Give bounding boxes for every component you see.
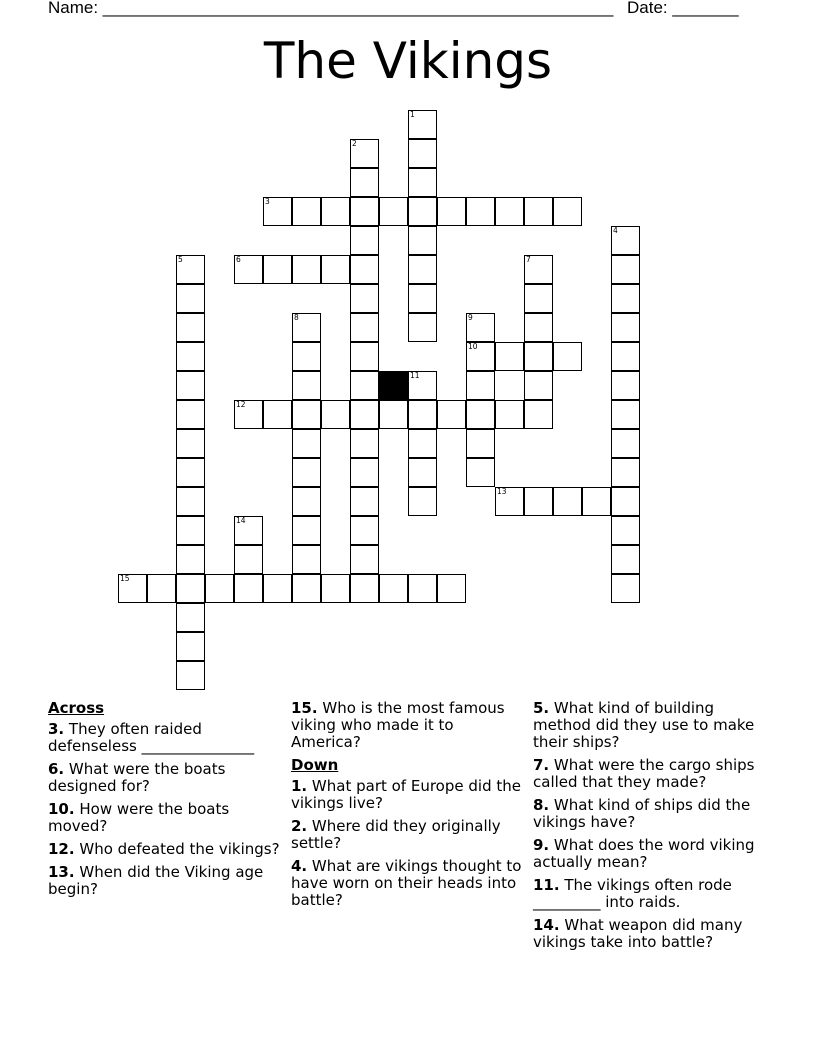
clue-number: 10. [48,800,75,818]
grid-cell[interactable] [408,371,437,400]
cell-number: 15 [120,574,130,583]
cell-number: 9 [468,313,473,322]
grid-cell[interactable] [350,400,379,429]
clue-text: What kind of ships did the vikings have? [533,796,751,831]
grid-cell[interactable] [118,574,147,603]
grid-cell[interactable] [553,487,582,516]
grid-cell[interactable] [292,197,321,226]
grid-cell[interactable] [408,226,437,255]
page-title: The Vikings [263,32,553,90]
grid-cell[interactable] [611,574,640,603]
name-field: Name: ______________________________________________________ [48,0,614,17]
grid-cell[interactable] [176,429,205,458]
cell-number: 11 [410,371,420,380]
clue-across-3 [48,721,283,755]
clue-text: When did the Viking age begin? [48,863,264,898]
grid-cell[interactable] [495,400,524,429]
clue-number: 5. [533,699,550,717]
cell-number: 10 [468,342,478,351]
grid-cell[interactable] [466,371,495,400]
grid-cell[interactable] [292,458,321,487]
clue-text: What weapon did many vikings take into battle? [533,916,743,951]
grid-cell[interactable] [466,342,495,371]
grid-cell[interactable] [234,574,263,603]
grid-cell[interactable] [176,313,205,342]
grid-cell[interactable] [321,197,350,226]
grid-cell[interactable] [176,574,205,603]
grid-cell[interactable] [176,400,205,429]
grid-cell[interactable] [611,342,640,371]
grid-cell[interactable] [292,255,321,284]
grid-cell[interactable] [292,342,321,371]
grid-cell[interactable] [350,197,379,226]
grid-cell[interactable] [524,255,553,284]
grid-cell[interactable] [408,197,437,226]
cell-number: 3 [265,197,270,206]
clue-text: They often raided defenseless _______________ [48,720,255,755]
grid-cell[interactable] [321,255,350,284]
grid-cell[interactable] [350,371,379,400]
grid-cell[interactable] [350,458,379,487]
grid-cell[interactable] [524,313,553,342]
grid-cell[interactable] [292,574,321,603]
grid-cell[interactable] [350,342,379,371]
grid-cell[interactable] [611,545,640,574]
grid-cell[interactable] [176,661,205,690]
grid-cell[interactable] [234,400,263,429]
grid-cell[interactable] [524,400,553,429]
grid-cell[interactable] [524,371,553,400]
grid-cell[interactable] [611,400,640,429]
clue-down-5 [533,700,768,751]
grid-cell[interactable] [234,545,263,574]
grid-cell[interactable] [611,516,640,545]
grid-cell[interactable] [495,197,524,226]
grid-cell[interactable] [437,197,466,226]
grid-cell[interactable] [408,110,437,139]
grid-cell[interactable] [408,284,437,313]
clue-down-14 [533,917,768,951]
clue-text: What were the cargo ships called that they made? [533,756,755,791]
clue-number: 13. [48,863,75,881]
clue-number: 12. [48,840,75,858]
grid-cell[interactable] [176,603,205,632]
grid-cell[interactable] [176,516,205,545]
clue-text: What does the word viking actually mean? [533,836,755,871]
grid-cell[interactable] [611,284,640,313]
grid-cell[interactable] [176,284,205,313]
grid-cell[interactable] [350,545,379,574]
grid-cell[interactable] [350,429,379,458]
clue-down-9 [533,837,768,871]
grid-cell[interactable] [147,574,176,603]
cell-number: 2 [352,139,357,148]
grid-cell[interactable] [466,458,495,487]
grid-cell[interactable] [379,197,408,226]
grid-cell[interactable] [408,168,437,197]
grid-cell[interactable] [176,545,205,574]
grid-cell[interactable] [263,400,292,429]
grid-cell[interactable] [350,139,379,168]
cell-number: 13 [497,487,507,496]
clue-number: 1. [291,777,308,795]
clue-across-15 [291,700,526,751]
grid-cell[interactable] [408,574,437,603]
clue-number: 4. [291,857,308,875]
grid-cell[interactable] [321,400,350,429]
clue-text: What part of Europe did the vikings live? [291,777,521,812]
grid-cell[interactable] [408,400,437,429]
grid-cell[interactable] [611,487,640,516]
clue-text: What are vikings thought to have worn on their heads into battle? [291,857,522,909]
grid-cell[interactable] [350,487,379,516]
grid-cell[interactable] [524,487,553,516]
grid-cell[interactable] [176,255,205,284]
grid-cell[interactable] [176,458,205,487]
grid-cell[interactable] [292,545,321,574]
grid-cell[interactable] [437,400,466,429]
grid-cell[interactable] [408,458,437,487]
clue-number: 3. [48,720,65,738]
grid-cell[interactable] [524,342,553,371]
grid-cell[interactable] [553,197,582,226]
grid-cell[interactable] [234,255,263,284]
clue-text: Who defeated the vikings? [79,840,280,858]
cell-number: 12 [236,400,246,409]
grid-cell[interactable] [321,574,350,603]
grid-cell[interactable] [176,342,205,371]
grid-cell[interactable] [292,313,321,342]
grid-cell[interactable] [611,458,640,487]
clue-text: Where did they originally settle? [291,817,501,852]
clue-number: 7. [533,756,550,774]
clue-across-12 [48,841,283,858]
clue-across-13 [48,864,283,898]
clue-down-11 [533,877,768,911]
grid-cell[interactable] [466,197,495,226]
grid-cell[interactable] [234,516,263,545]
cell-number: 8 [294,313,299,322]
grid-cell[interactable] [350,574,379,603]
clue-number: 11. [533,876,560,894]
clue-number: 15. [291,699,318,717]
grid-cell[interactable] [495,342,524,371]
cell-number: 4 [613,226,618,235]
grid-cell[interactable] [292,429,321,458]
grid-cell[interactable] [350,226,379,255]
clue-number: 6. [48,760,65,778]
grid-cell[interactable] [205,574,234,603]
grid-cell[interactable] [379,574,408,603]
black-cell [379,371,408,400]
clue-number: 2. [291,817,308,835]
clue-number: 8. [533,796,550,814]
grid-cell[interactable] [408,313,437,342]
grid-cell[interactable] [292,371,321,400]
grid-cell[interactable] [524,197,553,226]
grid-cell[interactable] [408,487,437,516]
grid-cell[interactable] [524,284,553,313]
grid-cell[interactable] [350,284,379,313]
grid-cell[interactable] [350,255,379,284]
clue-down-7 [533,757,768,791]
cell-number: 14 [236,516,246,525]
grid-cell[interactable] [553,342,582,371]
grid-cell[interactable] [437,574,466,603]
down-heading: Down [291,756,339,774]
clues-column-1 [48,700,283,904]
cell-number: 7 [526,255,531,264]
clue-down-1 [291,778,526,812]
date-field: Date: _______ [627,0,739,17]
clue-number: 14. [533,916,560,934]
grid-cell[interactable] [292,400,321,429]
clues-column-2 [291,700,526,915]
across-heading: Across [48,699,105,717]
grid-cell[interactable] [292,487,321,516]
grid-cell[interactable] [292,516,321,545]
grid-cell[interactable] [263,255,292,284]
grid-cell[interactable] [466,400,495,429]
grid-cell[interactable] [611,255,640,284]
clue-text: Who is the most famous viking who made it to America? [291,699,505,751]
grid-cell[interactable] [379,400,408,429]
grid-cell[interactable] [611,226,640,255]
clue-text: The vikings often rode _________ into raids. [533,876,732,911]
grid-cell[interactable] [408,139,437,168]
clue-text: What were the boats designed for? [48,760,226,795]
grid-cell[interactable] [408,255,437,284]
grid-cell[interactable] [176,371,205,400]
clues-column-3 [533,700,768,957]
grid-cell[interactable] [350,516,379,545]
clue-number: 9. [533,836,550,854]
grid-cell[interactable] [466,429,495,458]
grid-cell[interactable] [350,313,379,342]
clue-down-2 [291,818,526,852]
clue-across-6 [48,761,283,795]
grid-cell[interactable] [263,197,292,226]
grid-cell[interactable] [611,371,640,400]
grid-cell[interactable] [582,487,611,516]
grid-cell[interactable] [263,574,292,603]
cell-number: 1 [410,110,415,119]
clue-text: How were the boats moved? [48,800,230,835]
clue-across-10 [48,801,283,835]
grid-cell[interactable] [495,487,524,516]
clue-text: What kind of building method did they use to make their ships? [533,699,755,751]
grid-cell[interactable] [408,429,437,458]
cell-number: 5 [178,255,183,264]
clue-down-4 [291,858,526,909]
grid-cell[interactable] [176,632,205,661]
grid-cell[interactable] [466,313,495,342]
grid-cell[interactable] [176,487,205,516]
grid-cell[interactable] [611,313,640,342]
cell-number: 6 [236,255,241,264]
grid-cell[interactable] [611,429,640,458]
clue-down-8 [533,797,768,831]
grid-cell[interactable] [350,168,379,197]
